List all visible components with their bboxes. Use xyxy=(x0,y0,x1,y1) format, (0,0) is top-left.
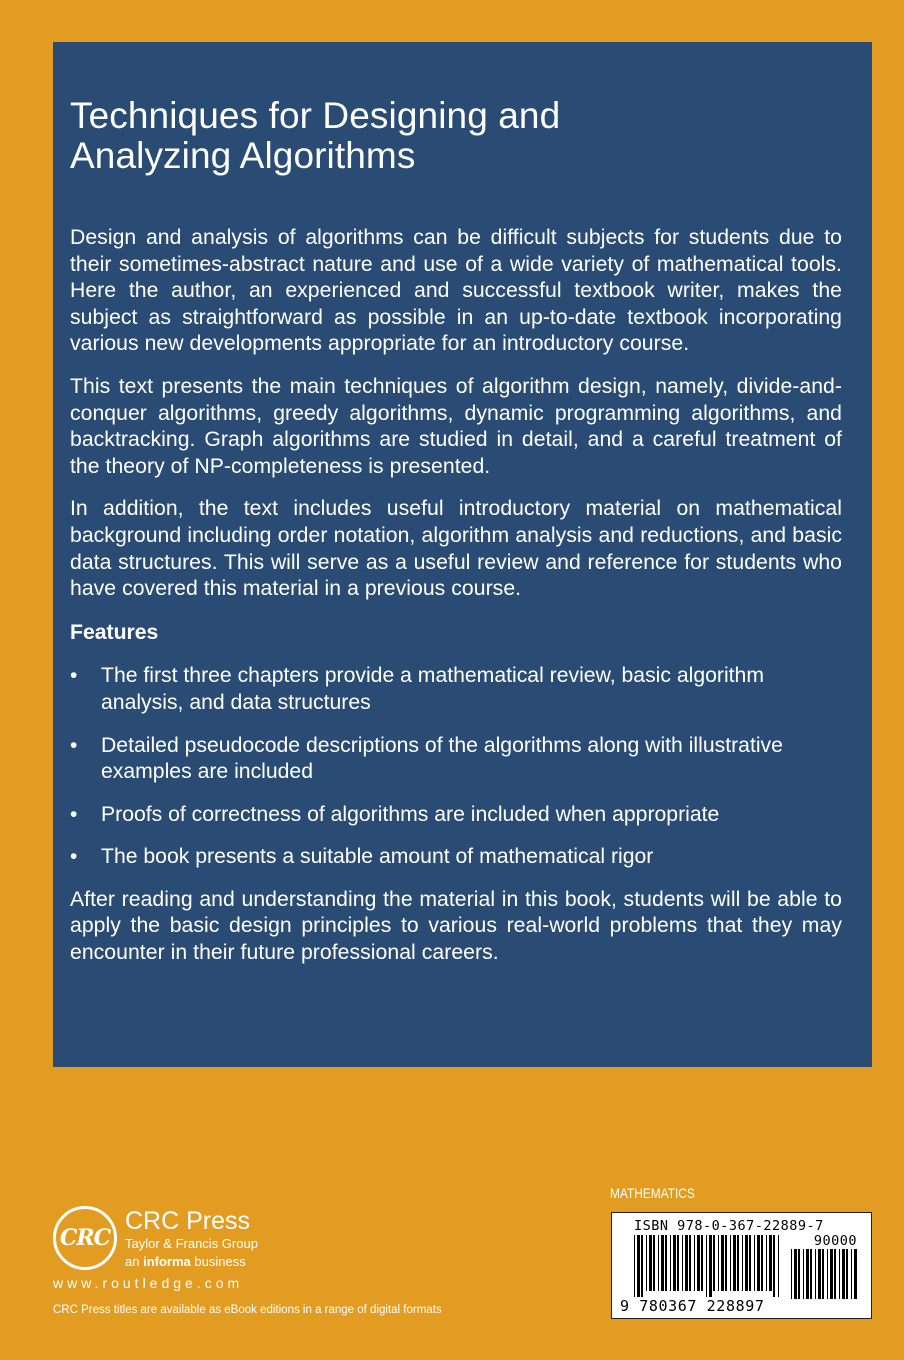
bullet-icon: • xyxy=(70,664,78,688)
barcode-bar xyxy=(685,1235,688,1291)
title-line-1: Techniques for Designing and xyxy=(70,95,561,136)
barcode-bar xyxy=(641,1235,643,1297)
informa-suffix: business xyxy=(194,1254,246,1269)
barcode-bar xyxy=(754,1235,755,1291)
barcode-bar xyxy=(634,1235,635,1297)
barcode-bar xyxy=(798,1249,800,1299)
informa-prefix: an xyxy=(125,1254,140,1269)
barcode-bar xyxy=(803,1249,804,1299)
publisher-name: CRC Press xyxy=(125,1207,251,1235)
barcode-bars-main xyxy=(634,1235,780,1297)
barcode-bar xyxy=(745,1235,748,1291)
feature-item xyxy=(70,663,842,716)
informa-line xyxy=(125,1254,246,1270)
barcode-bar xyxy=(806,1249,809,1299)
barcode-bar xyxy=(713,1235,715,1291)
barcode-bar xyxy=(791,1249,792,1299)
barcode-bar xyxy=(815,1249,816,1299)
barcode-bar xyxy=(834,1249,836,1299)
bullet-icon: • xyxy=(70,733,78,757)
barcode-bar xyxy=(839,1249,840,1299)
barcode-bar xyxy=(749,1235,751,1291)
barcode-bar xyxy=(773,1235,775,1297)
barcode-bar xyxy=(677,1235,679,1291)
barcode-bar xyxy=(761,1235,763,1291)
barcode-bar xyxy=(766,1235,767,1291)
informa-bold: informa xyxy=(143,1254,191,1269)
feature-text: The book presents a suitable amount of mathematical rigor xyxy=(101,845,654,869)
barcode-bar xyxy=(854,1249,857,1299)
barcode-bar xyxy=(670,1235,671,1291)
barcode-bar xyxy=(730,1235,731,1291)
barcode-bar xyxy=(818,1249,821,1299)
barcode-bar xyxy=(842,1249,845,1299)
feature-item xyxy=(70,844,842,871)
barcode-bar xyxy=(830,1249,833,1299)
barcode-bar xyxy=(646,1235,647,1291)
book-title xyxy=(70,96,842,176)
barcode-bar xyxy=(661,1235,664,1291)
bullet-icon: • xyxy=(70,845,78,869)
isbn-barcode xyxy=(611,1212,872,1319)
barcode-bar xyxy=(697,1235,700,1291)
feature-text: Detailed pseudocode descriptions of the algorithms along with illustrative examples are included xyxy=(101,733,783,784)
subject-category: MATHEMATICS xyxy=(610,1185,695,1201)
feature-item xyxy=(70,802,842,829)
barcode-bar xyxy=(822,1249,824,1299)
feature-text: The first three chapters provide a mathematical review, basic algorithm analysis, and data structures xyxy=(101,664,764,714)
publisher-website: www.routledge.com xyxy=(53,1275,244,1291)
barcode-bar xyxy=(851,1249,852,1299)
description-paragraph-3: In addition, the text includes useful introductory material on mathematical background including order notation, algorithm analysis and reductions, and basic data structures. This will serve as a useful review and reference for students who have covered this material in a previous course. xyxy=(70,497,842,601)
barcode-bar xyxy=(665,1235,667,1291)
barcode-bar xyxy=(733,1235,736,1291)
barcode-bar xyxy=(737,1235,739,1291)
barcode-bar xyxy=(721,1235,724,1291)
feature-item xyxy=(70,733,842,786)
barcode-bar xyxy=(637,1235,640,1297)
crc-logo-text: CRC xyxy=(59,1225,111,1251)
publisher-group: Taylor & Francis Group xyxy=(125,1236,258,1251)
barcode-digits: 9 780367 228897 xyxy=(620,1297,765,1315)
barcode-bar xyxy=(827,1249,828,1299)
feature-text: Proofs of correctness of algorithms are included when appropriate xyxy=(101,802,720,826)
barcode-bar xyxy=(846,1249,848,1299)
barcode-bar xyxy=(810,1249,812,1299)
bullet-icon: • xyxy=(70,802,78,826)
barcode-bar xyxy=(778,1235,779,1297)
description-paragraph-1: Design and analysis of algorithms can be difficult subjects for students due to their sometimes-abstract nature and use of a wide variety of mathematical tools. Here the author, an experienced and successful textbook writer, makes the subject as straightforward as possible in an up-to-date textbook incorporating various new developments appropriate for an introductory course. xyxy=(70,226,842,356)
barcode-bar xyxy=(718,1235,719,1291)
barcode-bar xyxy=(706,1235,707,1297)
barcode-bar xyxy=(694,1235,695,1291)
barcode-bar xyxy=(653,1235,655,1291)
barcode-bar xyxy=(658,1235,659,1291)
barcode-bar xyxy=(725,1235,727,1291)
barcode-bar xyxy=(794,1249,797,1299)
isbn-number: ISBN 978-0-367-22889-7 xyxy=(634,1218,824,1234)
barcode-bar xyxy=(673,1235,676,1291)
barcode-bar xyxy=(757,1235,760,1291)
crc-logo-icon xyxy=(53,1206,117,1270)
barcode-bars-addon xyxy=(791,1249,857,1305)
price-code: 90000 xyxy=(813,1233,857,1249)
description-paragraph-2: This text presents the main techniques of algorithm design, namely, divide-and-conquer algorithms, greedy algorithms, dynamic programming algorithms, and backtracking. Graph algorithms are studied in detail, and a careful treatment of the theory of NP-completeness is presented. xyxy=(70,374,842,478)
barcode-bar xyxy=(649,1235,652,1291)
barcode-bar xyxy=(742,1235,743,1291)
description-panel xyxy=(53,42,872,1067)
barcode-bar xyxy=(682,1235,683,1291)
closing-paragraph: After reading and understanding the material in this book, students will be able to apply the basic design principles to various real-world problems that they may encounter in their future professional careers. xyxy=(70,887,842,965)
ebook-note: CRC Press titles are available as eBook editions in a range of digital formats xyxy=(53,1304,442,1316)
barcode-bar xyxy=(689,1235,691,1291)
features-list xyxy=(70,663,842,871)
publisher-logo xyxy=(53,1203,433,1313)
barcode-bar xyxy=(709,1235,712,1297)
barcode-bar xyxy=(769,1235,772,1291)
barcode-bar xyxy=(701,1235,703,1291)
features-heading: Features xyxy=(70,620,159,644)
title-line-2: Analyzing Algorithms xyxy=(70,135,416,176)
